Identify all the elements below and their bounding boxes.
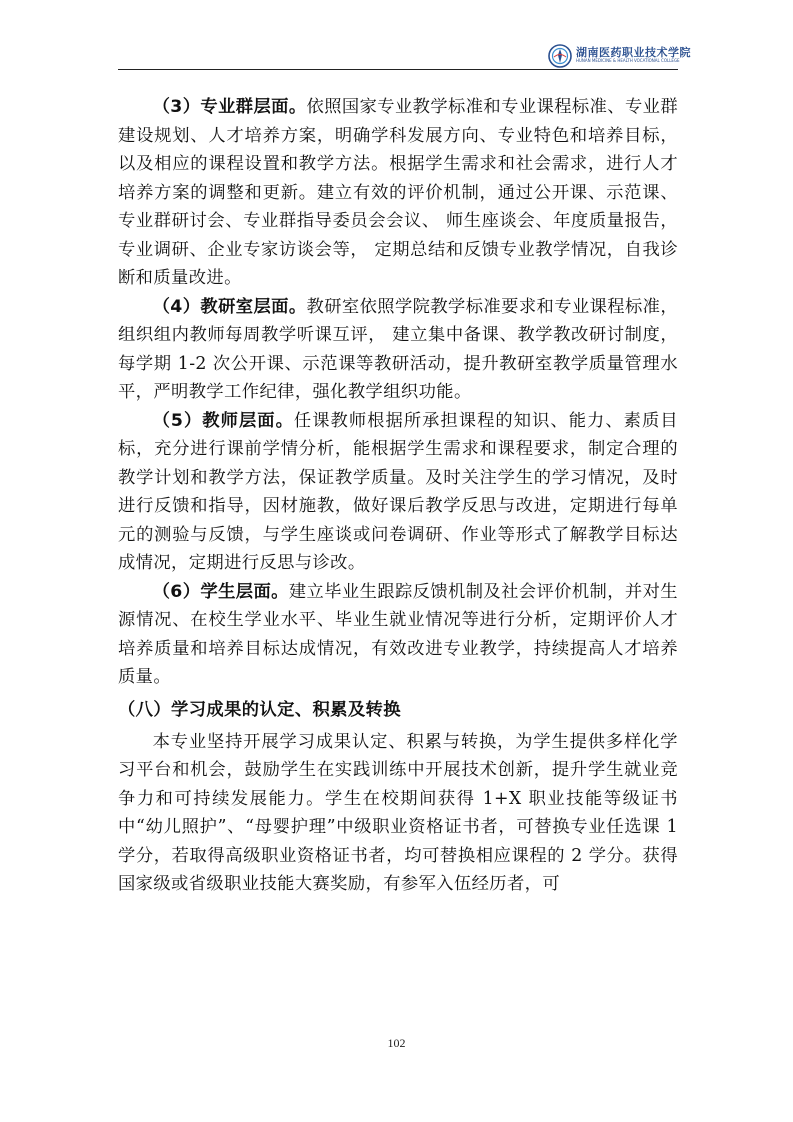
paragraph-text: 依照国家专业教学标准和专业课程标准、专业群建设规划、人才培养方案，明确学科发展方向、专业特色和培养目标，以及相应的课程设置和教学方法。根据学生需求和社会需求，进行人才培养方案的调整和更新。建立有效的评价机制，通过公开课、示范课、 专业群研讨会、专业群指导委员会会议、 师生座谈会、年度质量报告，专业调研、企业专家访谈会等， 定期总结和反馈专业教学情况，自我诊断和质量改进。 bbox=[118, 97, 679, 288]
paragraph-lead: （3）专业群层面。 bbox=[152, 97, 307, 117]
paragraph-teacher bbox=[118, 407, 678, 578]
paragraph-learning-outcomes: 本专业坚持开展学习成果认定、积累与转换，为学生提供多样化学习平台和机会，鼓励学生在实践训练中开展技术创新，提升学生就业竞争力和可持续发展能力。学生在校期间获得 1+X 职业技能等级证书中“幼儿照护”、“母婴护理”中级职业资格证书者，可替换专业任选课 1 学分，若取得高级职业资格证书者，均可替换相应课程的 2 学分。获得国家级或省级职业技能大赛奖励，有参军入伍经历者，可 bbox=[118, 731, 678, 894]
college-name-en: HUNAN MEDICINE & HEALTH VOCATIONAL COLLEGE bbox=[576, 58, 680, 63]
paragraph-program-group bbox=[118, 93, 678, 293]
paragraph-lead: （4）教研室层面。 bbox=[152, 296, 307, 317]
section-heading: （八）学习成果的认定、积累及转换 bbox=[118, 699, 401, 720]
paragraph-lead: （6）学生层面。 bbox=[152, 581, 289, 602]
paragraph-text: 建立毕业生跟踪反馈机制及社会评价机制，并对生源情况、在校生学业水平、毕业生就业情况等进行分析，定期评价人才培养质量和培养目标达成情况，有效改进专业教学，持续提高人才培养质量。 bbox=[118, 581, 678, 687]
college-logo bbox=[548, 44, 691, 68]
paragraph-text: 教研室依照学院教学标准要求和专业课程标准，组织组内教师每周教学听课互评， 建立集中备课、教学教改研讨制度，每学期 1-2 次公开课、示范课等教研活动，提升教研室教学质量管理水平，严明教学工作纪律，强化教学组织功能。 bbox=[118, 296, 679, 402]
header-divider bbox=[118, 69, 678, 70]
paragraph-text: 任课教师根据所承担课程的知识、能力、素质目标，充分进行课前学情分析，能根据学生需求和课程要求，制定合理的教学计划和教学方法，保证教学质量。及时关注学生的学习情况，及时进行反馈和指导，因材施教，做好课后教学反思与改进，定期进行每单元的测验与反馈，与学生座谈或问卷调研、作业等形式了解教学目标达成情况，定期进行反思与诊改。 bbox=[118, 410, 678, 573]
paragraph-teaching-office bbox=[118, 293, 678, 407]
paragraph-student bbox=[118, 578, 678, 692]
page-number: 102 bbox=[387, 1036, 406, 1050]
paragraph-lead: （5）教师层面。 bbox=[152, 410, 294, 431]
document-body bbox=[118, 93, 678, 899]
college-name-cn: 湖南医药职业技术学院 bbox=[576, 46, 691, 59]
college-emblem-icon bbox=[548, 44, 572, 68]
